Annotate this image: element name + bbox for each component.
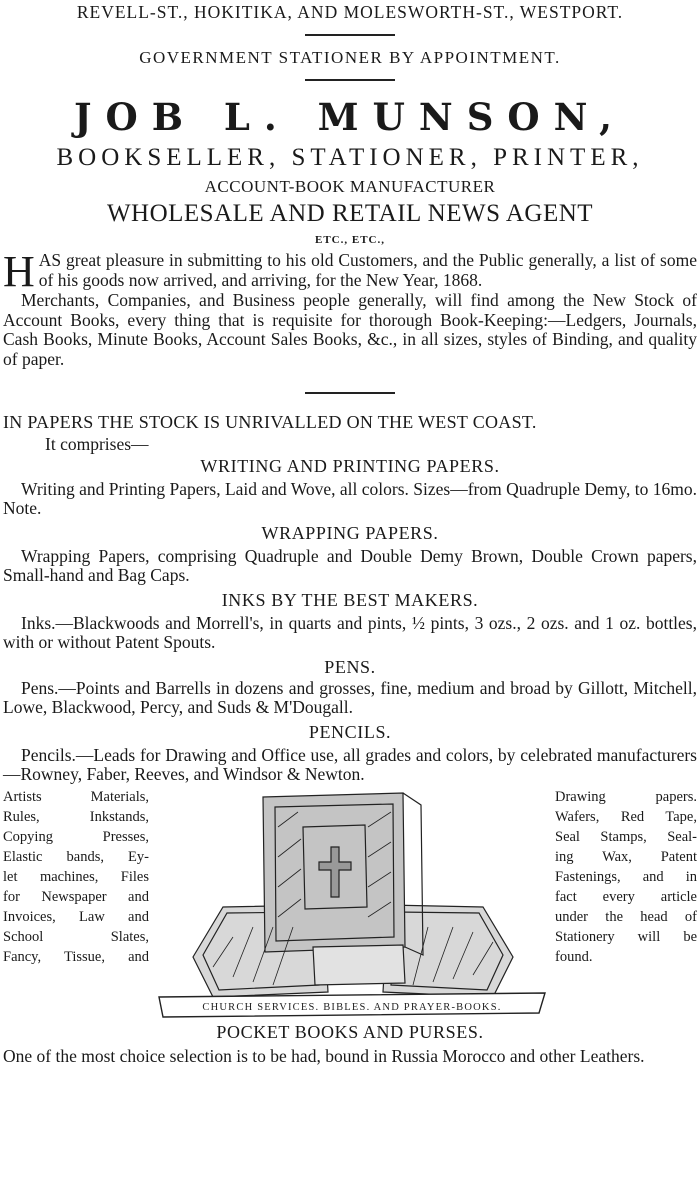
left-column-line: Copying Presses, [3,828,149,845]
right-column-line: Wafers, Red Tape, [555,808,697,825]
left-column-line: Invoices, Law and [3,908,149,925]
section-wrapping [3,522,697,586]
section-text: Pencils.—Leads for Drawing and Office use, all grades and colors, by celebrated manufacturers—Rowney, Faber, Reeves, and Windsor & Newton. [3,744,697,784]
right-column-line: under the head of [555,908,697,925]
right-column-line: Fastenings, and in [555,868,697,885]
pocket-books-title: POCKET BOOKS AND PURSES. [216,1021,484,1042]
pocket-books-text: One of the most choice selection is to be had, bound in Russia Morocco and other Leathers. [3,1045,645,1066]
section-writing [3,455,697,519]
right-column-line: ing Wax, Patent [555,848,697,865]
engraving-banner-text: CHURCH SERVICES. BIBLES. AND PRAYER-BOOKS. [202,1001,502,1013]
merchants-paragraph: Merchants, Companies, and Business people generally, will find among the New Stock of Account Books, every thing that is requisite for thorough Book-Keeping:—Ledgers, Journals, Cash Books, Minute Books, Account Sales Books, &c., in all sizes, styles of Binding, and quality of paper. [3,290,697,369]
papers-heading: IN PAPERS THE STOCK IS UNRIVALLED ON THE WEST COAST. [3,412,537,432]
right-column-line: Stationery will be [555,928,697,945]
section-text: Inks.—Blackwoods and Morrell's, in quarts and pints, ½ pints, 3 ozs., 2 ozs. and 1 oz. bottles, with or without Patent Spouts. [3,612,697,652]
left-column-line: School Slates, [3,928,149,945]
advertisement-page [0,2,700,1178]
right-column-line: Drawing papers. [555,788,697,805]
section-title: PENCILS. [308,721,392,742]
left-column [3,787,149,967]
wholesale-line: WHOLESALE AND RETAIL NEWS AGENT [106,200,594,227]
right-column-line: Seal Stamps, Seal- [555,828,697,845]
intro-paragraph [3,247,697,296]
section-text: Wrapping Papers, comprising Quadruple and Double Demy Brown, Double Crown papers, Small-hand and Bag Caps. [3,545,697,585]
section-title: INKS BY THE BEST MAKERS. [221,589,479,610]
section-pens [3,656,697,718]
left-column-line: let machines, Files [3,868,149,885]
divider [305,34,395,36]
section-title: WRITING AND PRINTING PAPERS. [200,455,500,476]
right-column [555,787,697,967]
left-column-line: Elastic bands, Ey- [3,848,149,865]
drop-cap: H [3,247,35,296]
section-title: WRAPPING PAPERS. [261,522,439,543]
appointment-line: GOVERNMENT STATIONER BY APPOINTMENT. [139,48,561,67]
left-column-line: Rules, Inkstands, [3,808,149,825]
left-column-line: Fancy, Tissue, and [3,948,149,965]
merchant-name: JOB L. MUNSON, [74,95,626,139]
left-column-line: for Newspaper and [3,888,149,905]
address-line: REVELL-ST., HOKITIKA, AND MOLESWORTH-ST., WESTPORT. [76,2,624,22]
section-text: Pens.—Points and Barrells in dozens and grosses, fine, medium and broad by Gillott, Mitchell, Lowe, Blackwood, Percy, and Suds & M'Dougall. [3,677,697,717]
intro-text: AS great pleasure in submitting to his old Customers, and the Public generally, a list of some of his goods now arrived, and arriving, for the New Year, 1868. [38,250,697,290]
etc-line: ETC., ETC., [315,234,385,246]
right-column-line: fact every article [555,888,697,905]
trades-line: BOOKSELLER, STATIONER, PRINTER, [56,144,644,171]
section-text: Writing and Printing Papers, Laid and Wove, all colors. Sizes—from Quadruple Demy, to 16mo. Note. [3,478,697,518]
section-pencils [3,721,697,785]
left-column-line: Artists Materials, [3,788,149,805]
account-book-line: ACCOUNT-BOOK MANUFACTURER [204,177,496,196]
section-title: PENS. [324,656,376,677]
section-inks [3,589,697,653]
divider [305,79,395,81]
comprises-line: It comprises— [45,434,149,454]
books-engraving [153,787,551,1019]
right-column-line: found. [555,948,593,965]
divider [305,392,395,394]
stationery-columns [3,787,697,1019]
